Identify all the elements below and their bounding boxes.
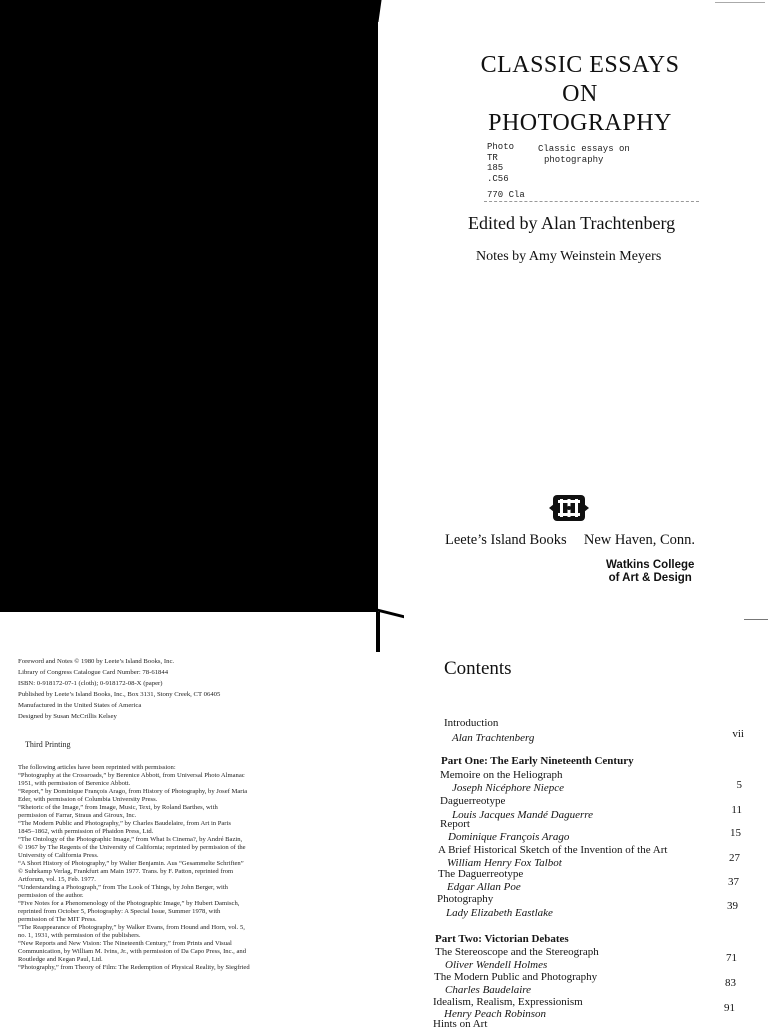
permission-line: © Suhrkamp Verlag, Frankfurt am Main 1977. Trans. by F. Patton, reprinted from <box>18 867 234 875</box>
toc-title: The Modern Public and Photography <box>434 971 598 983</box>
page-corner-mark <box>744 619 768 620</box>
copyright-line: Foreword and Notes © 1980 by Leete’s Island Books, Inc. <box>18 658 175 665</box>
call-number-bottom: 770 Cla <box>487 190 525 200</box>
publisher-location: New Haven, Conn. <box>583 532 696 548</box>
permission-line: no. 1, 1931, with permission of the publishers. <box>18 931 141 939</box>
call-number-left <box>487 142 514 184</box>
call-number-line: photography <box>544 154 604 165</box>
toc-title: Photography <box>437 893 494 905</box>
toc-page-number: 83 <box>725 977 736 989</box>
permission-line: University of California Press. <box>18 851 99 859</box>
copyright-line: Published by Leete’s Island Books, Inc., Box 3131, Stony Creek, CT 06405 <box>18 691 221 698</box>
permission-line: permission of the author. <box>18 891 84 899</box>
permission-line: “The Reappearance of Photography,” by Walker Evans, from Hound and Horn, vol. 5, <box>18 923 245 931</box>
copyright-line: ISBN: 0-918172-07-1 (cloth); 0-918172-08-X (paper) <box>18 680 163 687</box>
toc-author: Joseph Nicéphore Niepce <box>452 782 564 794</box>
permission-line: “Report,” by Dominique François Arago, from History of Photography, by Josef Maria <box>18 787 248 795</box>
toc-part-heading: Part Two: Victorian Debates <box>435 933 569 945</box>
publisher-name: Leete’s Island Books <box>445 532 567 548</box>
permission-line: “Rhetoric of the Image,” from Image, Music, Text, by Roland Barthes, with <box>18 803 218 811</box>
toc-author: Oliver Wendell Holmes <box>445 959 548 971</box>
call-number-right <box>538 144 630 165</box>
page-corner-mark <box>715 2 765 3</box>
publisher-imprint <box>445 532 695 549</box>
toc-author: Alan Trachtenberg <box>452 732 535 744</box>
page-corner-mark <box>376 612 380 652</box>
card-divider <box>484 201 699 202</box>
permission-line: reprinted from October 5, Photography: A Special Issue, Summer 1978, with <box>18 907 221 915</box>
permission-line: permission of Farrar, Straus and Giroux, Inc. <box>18 811 137 819</box>
toc-author: Charles Baudelaire <box>445 984 532 996</box>
library-stamp <box>606 559 694 585</box>
copyright-line: Manufactured in the United States of America <box>18 702 142 709</box>
toc-title: Daguerreotype <box>440 795 506 807</box>
call-number-line: 185 <box>487 163 504 173</box>
permission-line: “A Short History of Photography,” by Walter Benjamin. Aus “Gesammelte Schriften” <box>18 859 244 867</box>
toc-title: The Stereoscope and the Stereograph <box>435 946 599 958</box>
permission-line: Artforum, vol. 15, Feb. 1977. <box>18 875 96 883</box>
copyright-line: Designed by Susan McCrillis Kelsey <box>18 713 117 720</box>
book-title-line: PHOTOGRAPHY <box>488 110 672 136</box>
toc-title: Hints on Art <box>433 1018 488 1030</box>
toc-author: Edgar Allan Poe <box>447 881 521 893</box>
toc-author: Lady Elizabeth Eastlake <box>446 907 553 919</box>
publisher-logo-icon <box>548 490 590 526</box>
permission-line: 1845–1862, with permission of Phaidon Press, Ltd. <box>18 827 154 835</box>
permission-line: “Photography,” from Theory of Film: The Redemption of Physical Reality, by Siegfried <box>18 963 250 971</box>
permission-line: “New Reports and New Vision: The Nineteenth Century,” from Prints and Visual <box>18 939 232 947</box>
toc-page-number: 11 <box>731 804 742 816</box>
toc-author: Henry Peach Robinson <box>444 1008 547 1020</box>
toc-part-heading: Part One: The Early Nineteenth Century <box>441 755 634 767</box>
toc-title: Idealism, Realism, Expressionism <box>433 996 583 1008</box>
toc-title: Memoire on the Heliograph <box>440 769 563 781</box>
contents-heading: Contents <box>444 658 512 679</box>
permission-line: The following articles have been reprinted with permission: <box>18 764 176 771</box>
permission-line: 1951, with permission of Berenice Abbott. <box>18 779 131 787</box>
editor-credit: Edited by Alan Trachtenberg <box>468 213 676 233</box>
toc-title: Introduction <box>444 717 499 729</box>
permission-line: Communication, by William M. Ivins, Jr., with permission of Da Capo Press, Inc., and <box>18 947 246 955</box>
permission-line: Routledge and Kegan Paul, Ltd. <box>18 955 103 963</box>
permission-line: “Five Notes for a Phenomenology of the Photographic Image,” by Hubert Damisch, <box>18 899 240 907</box>
stamp-line: Watkins College <box>606 559 695 571</box>
notes-credit: Notes by Amy Weinstein Meyers <box>476 249 662 264</box>
permission-line: Eder, with permission of Columbia University Press. <box>18 795 158 803</box>
toc-page-number: vii <box>732 728 744 740</box>
toc-page-number: 27 <box>729 852 740 864</box>
permission-line: “Photography at the Crossroads,” by Berenice Abbott, from Universal Photo Almanac <box>18 771 245 779</box>
toc-title: The Daguerreotype <box>438 868 524 880</box>
stamp-line: of Art & Design <box>608 572 692 584</box>
toc-page-number: 5 <box>736 779 742 791</box>
permission-line: © 1967 by The Regents of the University of California; reprinted by permission of the <box>18 843 246 851</box>
toc-author: Dominique François Arago <box>448 831 570 843</box>
toc-page-number: 37 <box>728 876 739 888</box>
toc-page-number: 15 <box>730 827 741 839</box>
call-number-line: Photo <box>487 142 515 152</box>
toc-author: William Henry Fox Talbot <box>447 857 562 869</box>
scan-border-top-left <box>0 0 378 612</box>
toc-title: A Brief Historical Sketch of the Invention of the Art <box>438 844 668 856</box>
book-title-line: ON <box>562 81 598 107</box>
permission-line: permission of The MIT Press. <box>18 915 97 923</box>
toc-author: Louis Jacques Mandé Daguerre <box>452 809 594 821</box>
permissions-list <box>18 764 370 972</box>
permission-line: “The Modern Public and Photography,” by Charles Baudelaire, from Art in Paris <box>18 819 231 827</box>
copyright-line: Library of Congress Catalogue Card Number: 78-61844 <box>18 669 169 676</box>
toc-page-number: 71 <box>726 952 737 964</box>
call-number-line: TR <box>487 152 498 163</box>
toc-title: Report <box>440 818 470 830</box>
book-title-line: CLASSIC ESSAYS <box>480 52 680 78</box>
toc-page-number: 91 <box>724 1002 735 1014</box>
toc-page-number: 39 <box>727 900 738 912</box>
permission-line: “Understanding a Photograph,” from The Look of Things, by John Berger, with <box>18 883 228 891</box>
call-number-line: .C56 <box>487 173 509 184</box>
call-number-line: Classic essays on <box>538 144 630 154</box>
printing-note: Third Printing <box>25 740 71 749</box>
permission-line: “The Ontology of the Photographic Image,” from What Is Cinema?, by André Bazin, <box>18 835 243 843</box>
